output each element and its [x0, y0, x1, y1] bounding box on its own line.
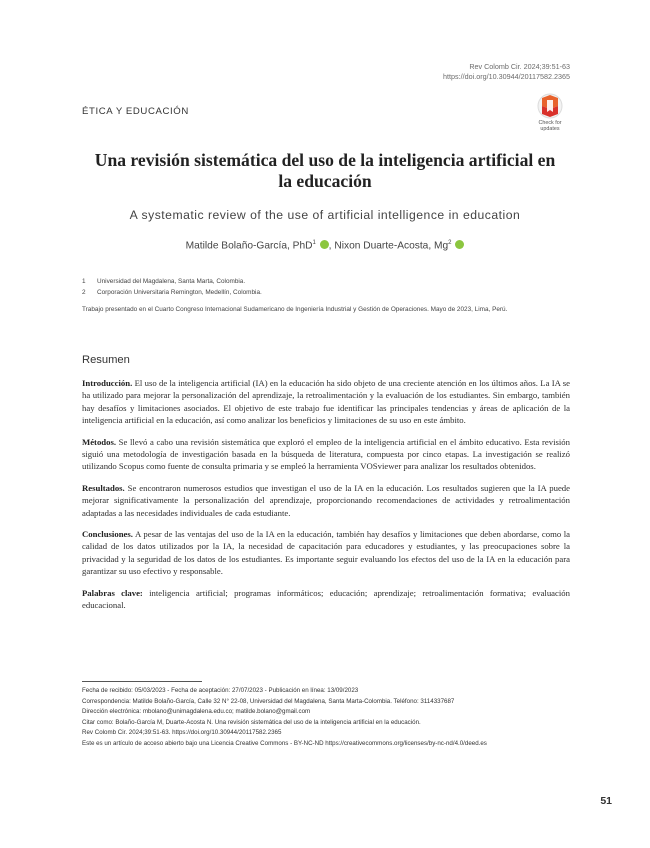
footer-divider: [82, 681, 202, 682]
orcid-icon[interactable]: [455, 240, 464, 249]
abstract-body: [82, 377, 570, 621]
keywords: Palabras clave: inteligencia artificial; programas informáticos; educación; aprendizaje; retroalimentación formativa; evaluación educacional.: [82, 587, 570, 611]
presentation-note: Trabajo presentado en el Cuarto Congreso Internacional Sudamericano de Ingeniería Industrial y Gestión de Operaciones. Mayo de 2023, Lima, Perú.: [82, 306, 508, 313]
author-name: Matilde Bolaño-García, PhD: [185, 240, 313, 252]
email-line[interactable]: Dirección electrónica: mbolano@unimagdalena.edu.co; matilde.bolano@gmail.com: [82, 708, 311, 716]
dates-line: Fecha de recibido: 05/03/2023 - Fecha de aceptación: 27/07/2023 - Publicación en línea: 13/09/2023: [82, 687, 359, 694]
affiliations: [82, 276, 262, 298]
article-title-english: A systematic review of the use of artificial intelligence in education: [129, 208, 521, 222]
journal-header: [443, 62, 570, 82]
citation-line[interactable]: Rev Colomb Cir. 2024;39:51-63. https://doi.org/10.30944/20117582.2365: [82, 729, 282, 737]
author-affiliation-number: 2: [448, 240, 452, 246]
author-affiliation-number: 1: [312, 240, 316, 246]
journal-citation: Rev Colomb Cir. 2024;39:51-63: [469, 62, 570, 71]
affiliation-item: 2 Corporación Universitaria Remington, Medellín, Colombia.: [82, 289, 262, 296]
crossmark-label: Check for updates: [538, 120, 562, 132]
abstract-paragraph: Conclusiones. A pesar de las ventajas del uso de la IA en la educación, también hay desafíos y limitaciones que deben abordarse, como la calidad de los datos utilizados por la IA, la necesidad de capacitación para educadores y estudiantes, y las preocupaciones sobre la privacidad y la seguridad de los datos de los estudiantes. Es importante seguir evaluando los efectos del uso de la IA en la educación para garantizar su uso efectivo y responsable.: [82, 529, 570, 577]
journal-doi[interactable]: https://doi.org/10.30944/20117582.2365: [443, 72, 570, 81]
article-title: Una revisión sistemática del uso de la inteligencia artificial en la educación: [94, 150, 556, 191]
article-footer: [82, 686, 570, 750]
citation-line: Citar como: Bolaño-García M, Duarte-Acosta N. Una revisión sistemática del uso de la inteligencia artificial en la educación.: [82, 718, 421, 726]
affiliation-item: 1 Universidad del Magdalena, Santa Marta, Colombia.: [82, 278, 246, 285]
correspondence-line: Correspondencia: Matilde Bolaño-García, Calle 32 N° 22-08, Universidad del Magdalena, Santa Marta-Colombia. Teléfono: 3114337687: [82, 697, 455, 705]
orcid-icon[interactable]: [320, 240, 329, 249]
page-number: 51: [600, 795, 612, 807]
abstract-paragraph: Introducción. El uso de la inteligencia artificial (IA) en la educación ha sido objeto de una creciente atención en los últimos años. La IA se ha utilizado para mejorar la personalización del aprendizaje, la retroalimentación y la evaluación de los estudiantes. Sin embargo, también hay desafíos y limitaciones asociados. El objetivo de este trabajo fue identificar las principales tendencias y áreas de aplicación de la inteligencia artificial en la educación, así como analizar los beneficios y limitaciones de su uso en este ámbito.: [82, 378, 570, 426]
author-list: Matilde Bolaño-García, PhD$^1$ , Nixon Duarte-Acosta, Mg$^2$: [80, 240, 570, 251]
abstract-heading: Resumen: [82, 354, 130, 366]
author-name: Nixon Duarte-Acosta, Mg: [334, 240, 449, 252]
abstract-paragraph: Resultados. Se encontraron numerosos estudios que investigan el uso de la IA en la educación. Los resultados sugieren que la IA puede mejorar significativamente la personalización del aprendizaje, proporcionando recomendaciones de actividades y retroalimentación adaptadas a las necesidades individuales de cada estudiante.: [82, 482, 570, 518]
abstract-paragraph: Métodos. Se llevó a cabo una revisión sistemática que exploró el empleo de la inteligencia artificial en el ámbito educativo. Esta revisión siguió una metodología de investigación basada en la búsqueda de literatura, compuesta por cinco etapas. La investigación se realizó utilizando Scopus como fuente de consulta primaria y se empleó la herramienta VOSviewer para analizar los resultados obtenidos.: [82, 436, 570, 472]
section-label: ÉTICA Y EDUCACIÓN: [82, 106, 189, 117]
license-line[interactable]: Este es un artículo de acceso abierto bajo una Licencia Creative Commons - BY-NC-ND https://creativecommons.org/licenses/by-nc-nd/4.0/deed.es: [82, 739, 487, 747]
